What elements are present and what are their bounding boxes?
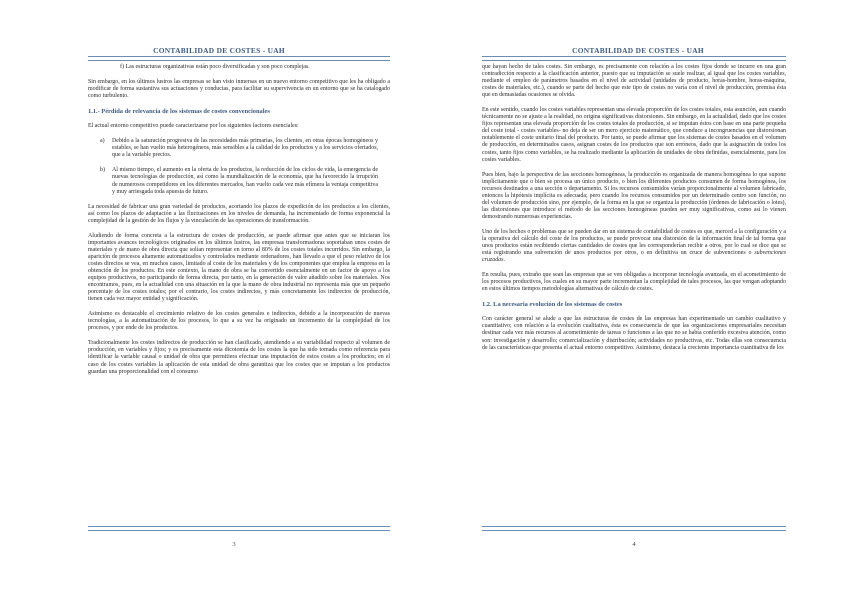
paragraph: La necesidad de fabricar una gran variedad de productos, acortando los plazos de expedición de los productos a los clientes, así como los plazos de adaptación a las fluctuaciones en los niveles de demanda, ha incrementado de forma exponencial la complejidad de la gestión de los flujos y la vinculación de las operaciones de transformación. bbox=[88, 203, 390, 224]
list-item bbox=[88, 167, 390, 195]
page-header: CONTABILIDAD DE COSTES - UAH bbox=[153, 46, 285, 55]
page-number: 3 bbox=[232, 541, 236, 548]
section-heading: 1.2. La necesaria evolución de los sistemas de costes bbox=[482, 301, 623, 309]
paragraph: En resulta, pues, extraño que sean las empresas que se ven obligadas a incorporar tecnología avanzada, en el acometimiento de los procesos productivos, los cuales en su mayor parte incrementan la complejidad de tales procesos, las que vengan adoptando en estos últimos tiempos metodologías alternativas de cálculo de costes. bbox=[482, 272, 786, 293]
paragraph: Aludiendo de forma concreta a la estructura de costes de producción, se puede afirmar que antes que se iniciaran los importantes avances tecnológicos originados en los últimos lustros, las empresas transformadoras soportaban unos costes de materiales y de mano de obra directa que solían representar en torno al 80% de los costes totales incurridos. Sin embargo, la aparición de procesos altamente automatizados y controlados mediante ordenadores, han llevado a que el peso relativo de los costes directos se vea, en muchos casos, limitado al coste de los materiales y de los componentes que emplea la empresa en la obtención de los productos. En este contexto, la mano de obra se ha convertido esencialmente en un factor de apoyo a los equipos productivos, no participando de forma directa, por tanto, en la generación de valor añadido sobre los materiales. Nos encontramos, pues, en la actualidad con una situación en la que la mano de obra industrial no representa más que un pequeño porcentaje de los costes totales; por el contrario, los costes indirectos, y más concretamente los indirectos de producción, tienen cada vez mayor entidad y significación. bbox=[88, 232, 390, 303]
paragraph: Asimismo es destacable el crecimiento relativo de los costes generales e indirectos, debido a la incorporación de nuevas tecnologías, a la automatización de los procesos, lo que a su vez ha originado un incremento de la complejidad de los procesos, y por ende de los productos. bbox=[88, 311, 390, 332]
emphasis-text: subvenciones cruzadas bbox=[482, 250, 786, 264]
paragraph: Sin embargo, en los últimos lustros las empresas se han visto inmersas en un nuevo entorno competitivo que les ha obligado a modificar de forma sustantiva sus actuaciones y conductas, para facilitar su supervivencia en un entorno que se ha catalogado como turbulento. bbox=[88, 79, 390, 100]
footer-rule bbox=[482, 526, 786, 531]
header-rule bbox=[88, 56, 390, 61]
footer-rule bbox=[88, 526, 390, 531]
list-marker: b) bbox=[100, 167, 105, 174]
section-heading: 1.1.- Pérdida de relevancia de los sistemas de costes convencionales bbox=[88, 108, 270, 116]
list-marker: a) bbox=[100, 138, 105, 145]
paragraph-end: . bbox=[503, 257, 505, 264]
paragraph: El actual entorno competitivo puede caracterizarse por los siguientes factores esenciales: bbox=[88, 123, 299, 130]
header-rule bbox=[482, 56, 786, 61]
page-number: 4 bbox=[632, 541, 636, 548]
page-body bbox=[88, 64, 390, 384]
paragraph bbox=[482, 229, 786, 264]
page-header: CONTABILIDAD DE COSTES - UAH bbox=[572, 46, 704, 55]
page-body bbox=[482, 64, 786, 360]
page-right bbox=[424, 0, 848, 599]
paragraph: f) Las estructuras organizativas están poco diversificadas y son poco complejas. bbox=[120, 64, 310, 70]
paragraph: Pues bien, bajo la perspectiva de las secciones homogéneas, la producción es organizada de manera homogénea lo que supone implícitamente que o bien se procesa un único producto, o bien los diferentes productos consumen de forma homogénea, los recursos destinados a una sección o departamento. Si los recursos consumidos varían proporcionalmente al volumen fabricado, entonces la hipótesis implícita es adecuada; pero cuando los recursos consumidos por un determinado centro son función, no del volumen de producción sino, por ejemplo, de la forma en la que se organiza la producción (órdenes de fabricación o lotes), las distorsiones que introduce el método de las secciones homogéneas pueden ser muy significativas, como así lo vienen demostrando numerosas experiencias. bbox=[482, 171, 786, 220]
list-item-text: Al mismo tiempo, el aumento en la oferta de los productos, la reducción de los ciclos de vida, la emergencia de nuevas tecnologías de producción, así como la mundialización de la economía, que ha favorecido la irrupción de numerosos competidores en los diferentes mercados, han vuelto cada vez más efímera la ventaja competitiva y muy arriesgada toda apuesta de futuro. bbox=[112, 167, 378, 195]
list-item bbox=[88, 138, 390, 159]
paragraph: Tradicionalmente los costes indirectos de producción se han clasificado, atendiendo a su variabilidad respecto al volumen de producción, en variables y fijos; y es precisamente esta dicotomía de los costes la que ha sido tomada como referencia para identificar la variable causal o unidad de obra que permitiera efectuar una imputación de estos costes a los productos; en el caso de los costes variables la aplicación de esta unidad de obra garantiza que los costes que se imputan a los productos guardan una proporcionalidad con el consumo bbox=[88, 340, 390, 375]
paragraph: Con carácter general se alude a que las estructuras de costes de las empresas han experimentado un cambio cualitativo y cuantitativo; con relación a la evolución cualitativa, ésta es consecuencia de que las organizaciones empresariales necesitan destinar cada vez más recursos al acometimiento de tareas o funciones a las que no se había conferido excesiva atención, como son: investigación y desarrollo; comercialización y distribución; actividades no productivas, etc. Todas ellas son consecuencia de las características que presenta el actual entorno competitivo. Asimismo, destaca la creciente importancia cuantitativa de los bbox=[482, 316, 786, 351]
paragraph: En este sentido, cuando los costes variables representan una elevada proporción de los costes totales, esta asunción, aun cuando técnicamente no se ajuste a la realidad, no origina significativas distorsiones. Sin embargo, en la actualidad, dado que los costes fijos representan una elevada proporción de los costes totales de producción, si se imputan éstos con base en una parte pequeña del coste total - costes variables- no deja de ser un mero ejercicio matemático, que conduce a incongruencias que distorsionan notablemente el coste unitario final del producto. Por tanto, se puede afirmar que los sistemas de costes basados en el volumen de producción, en determinados casos, asignan costes de los productos que son erróneos, dado que la asignación de todos los costes, tanto fijos como variables, se ha realizado mediante la aplicación de unidades de obra definidas, esencialmente, para los costes variables. bbox=[482, 107, 786, 163]
list-item-text: Debido a la saturación progresiva de las necesidades más primarias, los clientes, en otras épocas homogéneos y estables, se han vuelto más heterogéneos, más sensibles a la calidad de los productos y a los servicios ofertados, que a la variable precios. bbox=[112, 138, 378, 159]
paragraph: que hayan hecho de tales costes. Sin embargo, es precisamente con relación a los costes fijos donde se incurre en una gran contradicción respecto a la clasificación anterior, puesto que su imputación se suele realizar, al igual que los costes variables, mediante el empleo de parámetros basados en el nivel de actividad (unidades de producto, horas-hombre, horas-máquina, costes de materiales, etc.), cuando se parte del hecho que este tipo de costes no varía con el nivel de producción, premisa ésta que en demasiadas ocasiones se olvida. bbox=[482, 64, 786, 99]
paragraph-text: Uno de los hechos o problemas que se pueden dar en un sistema de contabilidad de costes es que, merced a la configuración y a la operativa del cálculo del coste de los productos, se puede provocar una distorsión de la información final de tal forma que unos productos están recibiendo ciertas cantidades de costes que les corresponderían recibir a otros, por lo cual se dice que se está registrando una subvención de unos productos por otros, o en definitiva un cruce de subvenciones o bbox=[482, 228, 786, 257]
